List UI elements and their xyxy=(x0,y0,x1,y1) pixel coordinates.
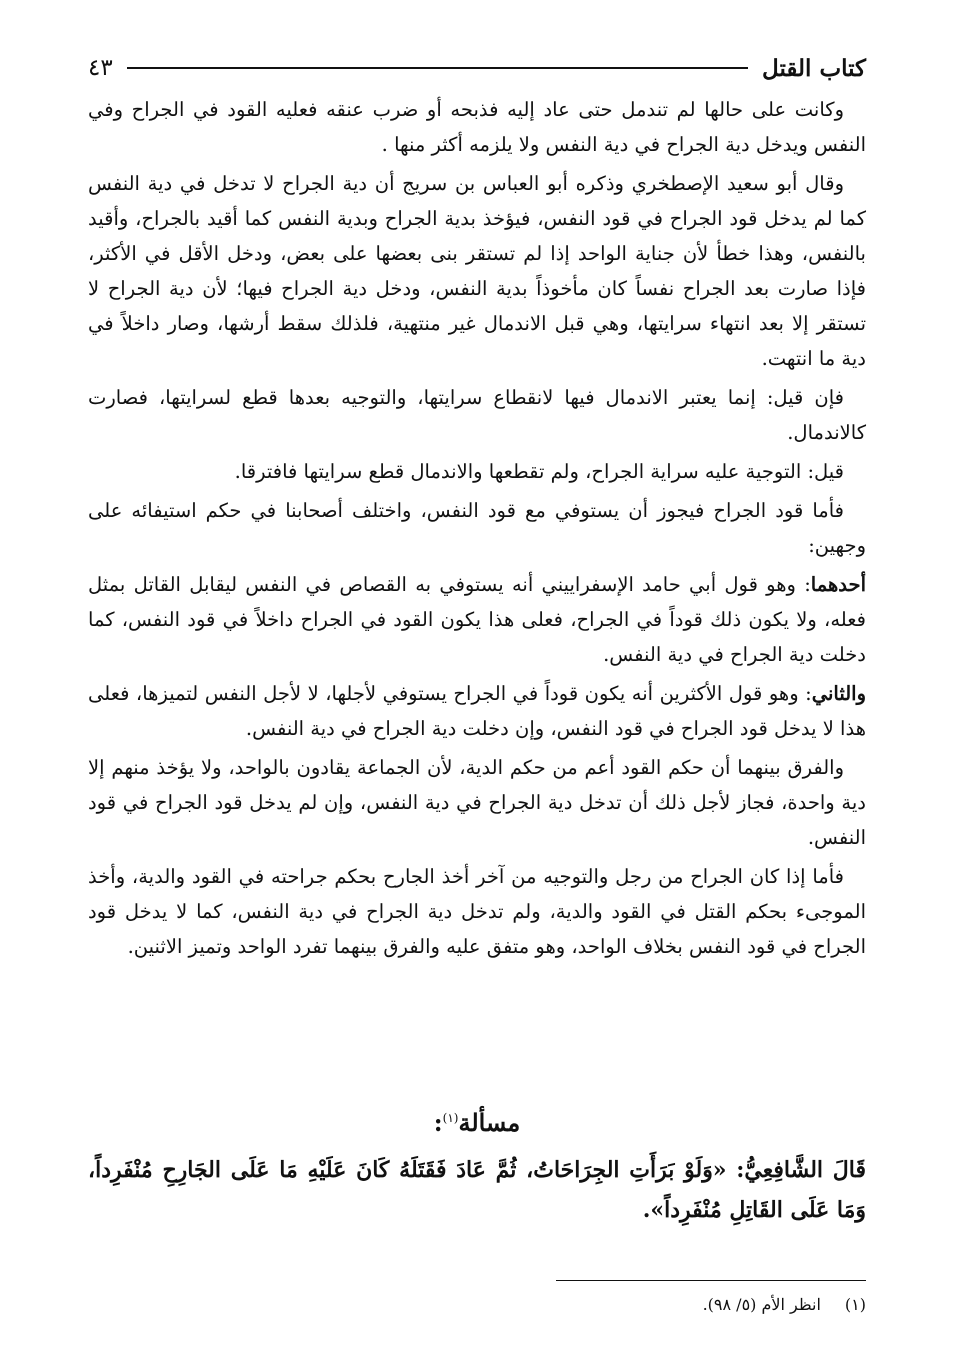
paragraph-text: قيل: التوجية عليه سراية الجراح، ولم تقطعها والاندمال قطع سرايتها فافترقا. xyxy=(234,460,844,483)
paragraph xyxy=(88,567,866,672)
page-header xyxy=(88,50,866,86)
paragraph xyxy=(88,493,866,563)
running-title: كتاب القتل xyxy=(762,54,866,82)
paragraph-text: والفرق بينهما أن حكم القود أعم من حكم الدية، لأن الجماعة يقادون بالواحد، ولا يؤخذ منهم إلا دية واحدة، فجاز لأجل ذلك أن تدخل دية الجراح في دية النفس، وإن لم يدخل قود الجراح في قود النفس. xyxy=(88,756,866,849)
footnote-text: انظر الأم (٥/ ٩٨). xyxy=(702,1295,821,1314)
paragraph-text: : وهو قول الأكثرين أنه يكون قوداً في الجراح يستوفي لأجلها، لا لأجل النفس لتميزها، فعلى هذا لا يدخل قود الجراح في قود النفس، وإن دخلت دية الجراح في دية النفس. xyxy=(88,682,866,740)
footnote xyxy=(88,1292,866,1318)
paragraph-lead: أحدهما xyxy=(810,573,866,596)
paragraph xyxy=(88,92,866,162)
footnote-rule xyxy=(556,1280,866,1281)
page-number: ٤٣ xyxy=(88,55,113,81)
paragraph-text: وقال أبو سعيد الإصطخري وذكره أبو العباس بن سريج أن دية الجراح لا تدخل في دية النفس كما لم يدخل قود الجراح في قود النفس، فيؤخذ بدية الجراح وبدية النفس كما أقيد بالجراح، وأقيد بالنفس، وهذا خطأ لأن جناية الواحد إذا لم تستقر بنى بعضها على بعض، ودخل الأقل في الأكثر، فإذا صارت بعد الجراح نفساً كان مأخوذاً بدية النفس، ودخل دية الجراح فيها؛ لأن دية الجراح لا تستقر إلا بعد انتهاء سرايتها، وهي قبل الاندمال غير منتهية، فلذلك سقط أرشها، وصار داخلاً في دية ما انتهت. xyxy=(88,172,866,370)
paragraph xyxy=(88,676,866,746)
paragraph xyxy=(88,380,866,450)
paragraph xyxy=(88,859,866,964)
paragraph-text: فأما قود الجراح فيجوز أن يستوفي مع قود النفس، واختلف أصحابنا في حكم استيفائه على وجهين: xyxy=(88,499,866,557)
paragraph xyxy=(88,750,866,855)
paragraph xyxy=(88,166,866,376)
quoted-text: قَالَ الشَّافِعِيُّ: «وَلَوْ بَرَأَتِ الجِرَاحَاتُ، ثُمَّ عَادَ فَقَتَلَهُ كَانَ عَلَيْهِ مَا عَلَى الجَارِحِ مُنْفَرِداً، وَمَا عَلَى القَاتِلِ مُنْفَرِداً». xyxy=(88,1157,866,1223)
paragraph-lead: والثاني xyxy=(811,682,866,705)
paragraph-text: : وهو قول أبي حامد الإسفراييني أنه يستوفي به القصاص في النفس ليقابل القاتل بمثل فعله، ولا يكون ذلك قوداً في الجراح، فعلى هذا يكون القود في الجراح داخلاً في قود النفس، كما دخلت دية الجراح في دية النفس. xyxy=(88,573,866,666)
paragraph-text: فأما إذا كان الجراح من رجل والتوجيه من آخر أخذ الجارح بحكم جراحته في القود والدية، وأخذ الموجىء بحكم القتل في القود والدية، ولم تدخل دية الجراح في دية النفس، كما لا يدخل قود الجراح في قود النفس بخلاف الواحد، وهو متفق عليه والفرق بينهما تفرد الواحد وتميز الاثنين. xyxy=(88,865,866,958)
paragraph xyxy=(88,454,866,489)
footnote-mark: (١) xyxy=(844,1295,866,1314)
paragraph-text: وكانت على حالها لم تندمل حتى عاد إليه فذبحه أو ضرب عنقه فعليه القود في الجراح وفي النفس ويدخل دية الجراح في دية النفس ولا يلزمه أكثر منها . xyxy=(88,98,866,156)
header-rule xyxy=(127,67,748,69)
section-heading-colon: : xyxy=(433,1108,443,1137)
section-heading-title: مسألة xyxy=(458,1108,521,1137)
section-heading xyxy=(88,1108,866,1137)
paragraph-text: فإن قيل: إنما يعتبر الاندمال فيها لانقطاع سرايتها، والتوجيه بعدها قطع لسرايتها، فصارت كالاندمال. xyxy=(88,386,866,444)
footnote-reference: (١) xyxy=(442,1111,459,1125)
body-text xyxy=(88,92,866,968)
